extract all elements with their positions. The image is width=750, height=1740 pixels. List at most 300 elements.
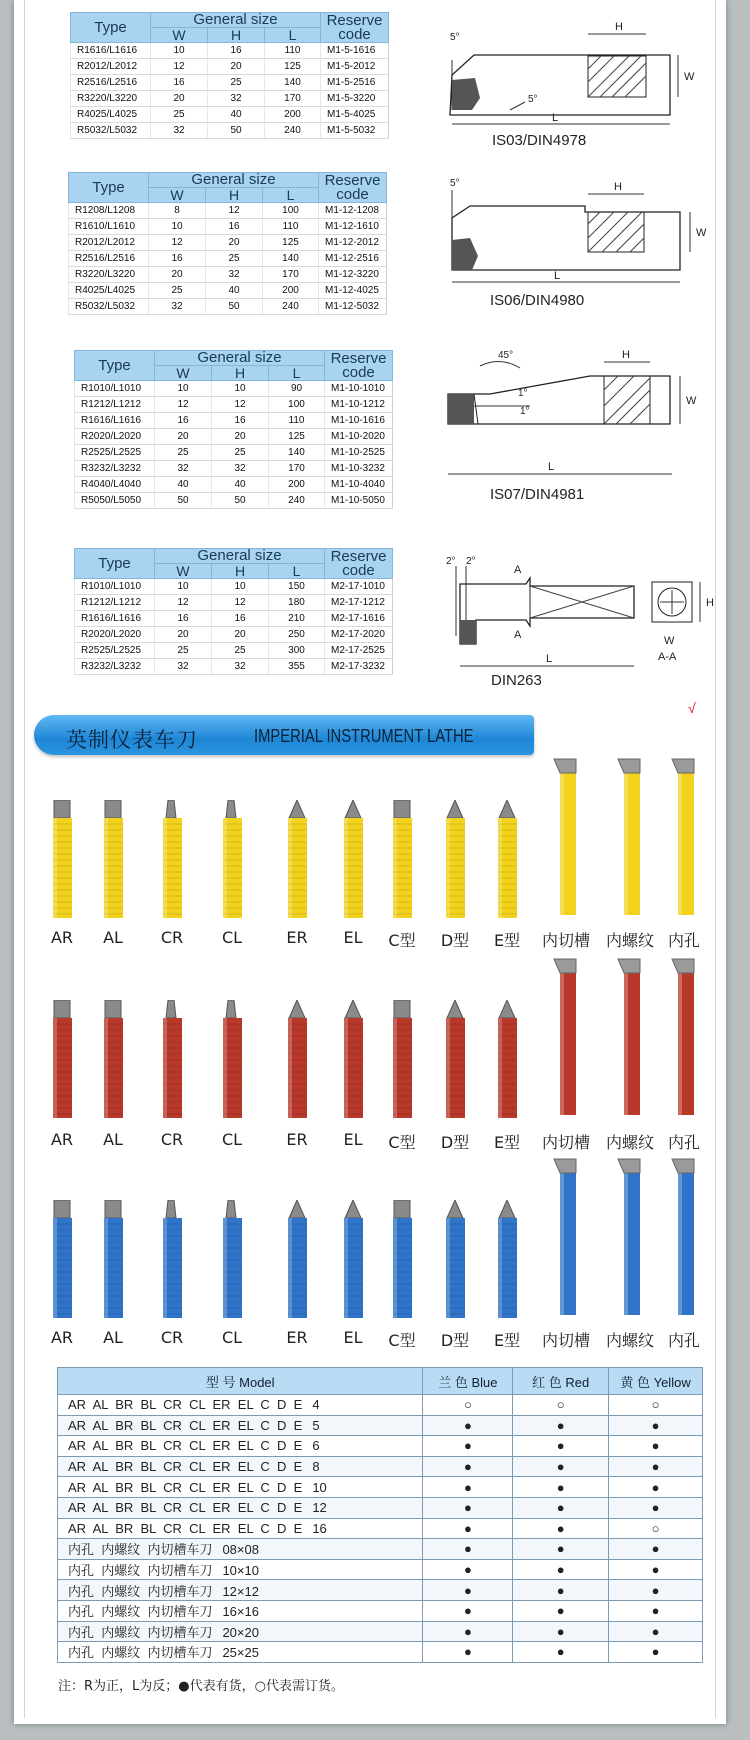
cell-w: 12 (149, 235, 206, 251)
diagram-title: IS07/DIN4981 (490, 486, 585, 503)
table-row (58, 1559, 703, 1580)
model-list: AR AL BR BL CR CL ER EL C D E (68, 1417, 303, 1433)
table-row (75, 477, 393, 493)
cell-w: 20 (155, 627, 212, 643)
table-row (71, 75, 389, 91)
table-row (75, 627, 393, 643)
cell-code: M2-17-1212 (325, 595, 393, 611)
dim-w-label: W (684, 71, 695, 83)
angle-label: 2° (446, 556, 456, 567)
column-header-h: H (212, 564, 269, 579)
table-row (75, 397, 393, 413)
cell-stock-red: ● (513, 1456, 609, 1477)
column-header-type: Type (75, 351, 155, 381)
cell-l: 240 (263, 299, 319, 315)
cell-h: 12 (212, 595, 269, 611)
model-list: 内孔 内螺纹 内切槽车刀 (68, 1542, 213, 1558)
model-size: 16×16 (222, 1604, 259, 1620)
cell-type: R1010/L1010 (75, 381, 155, 397)
model-list: 内孔 内螺纹 内切槽车刀 (68, 1604, 213, 1620)
cell-l: 140 (269, 445, 325, 461)
cell-h: 25 (208, 75, 265, 91)
cell-h: 32 (212, 461, 269, 477)
cell-code: M1-5-4025 (321, 107, 389, 123)
model-list: AR AL BR BL CR CL ER EL C D E (68, 1520, 303, 1536)
table-row (58, 1436, 703, 1457)
cell-type: R2012/L2012 (71, 59, 151, 75)
tool-yellow-1 (99, 800, 129, 925)
cell-stock-yellow: ○ (609, 1518, 703, 1539)
tool-red-10 (614, 955, 650, 1120)
column-header-h: H (212, 366, 269, 381)
tool-label: CR (160, 1328, 184, 1347)
diagram-is03 (440, 20, 700, 149)
cell-code: M1-12-4025 (319, 283, 387, 299)
cell-type: R1616/L1616 (71, 43, 151, 59)
angle-label: 5° (528, 94, 538, 105)
tool-yellow-6 (388, 800, 418, 925)
cell-stock-yellow: ● (609, 1559, 703, 1580)
cell-type: R4040/L4040 (75, 477, 155, 493)
tool-red-11 (668, 955, 704, 1120)
column-header-w: W (155, 564, 212, 579)
cell-model (58, 1436, 423, 1457)
cell-l: 240 (265, 123, 321, 139)
diagram-title: DIN263 (491, 672, 542, 689)
cell-h: 12 (206, 203, 263, 219)
model-list: AR AL BR BL CR CL ER EL C D E (68, 1479, 303, 1495)
cell-type: R1616/L1616 (75, 611, 155, 627)
dim-h-label: H (614, 181, 622, 193)
cell-type: R4025/L4025 (69, 283, 149, 299)
cell-stock-yellow: ● (609, 1456, 703, 1477)
tool-red-0 (48, 1000, 78, 1125)
cell-stock-yellow: ● (609, 1600, 703, 1621)
checkmark-icon: √ (688, 700, 696, 716)
cell-stock-yellow: ● (609, 1642, 703, 1663)
table-row (71, 91, 389, 107)
cell-l: 110 (265, 43, 321, 59)
column-header-reserve-code: Reserve code (325, 549, 393, 579)
cell-code: M2-17-3232 (325, 659, 393, 675)
cell-type: R3220/L3220 (69, 267, 149, 283)
tool-blue-2 (158, 1200, 188, 1325)
cell-stock-yellow: ● (609, 1621, 703, 1642)
dim-l-label: L (554, 270, 561, 282)
cell-model (58, 1600, 423, 1621)
cell-l: 250 (269, 627, 325, 643)
table-row (58, 1600, 703, 1621)
table-row (58, 1395, 703, 1416)
cell-model (58, 1395, 423, 1416)
table-row (69, 267, 387, 283)
angle-label: 5° (450, 178, 460, 189)
tool-red-9 (550, 955, 586, 1120)
column-header: 红 色 Red (513, 1368, 609, 1395)
cell-h: 32 (212, 659, 269, 675)
cell-stock-blue: ○ (423, 1395, 513, 1416)
cell-h: 20 (206, 235, 263, 251)
cell-w: 20 (155, 429, 212, 445)
model-size: 6 (312, 1438, 320, 1454)
dim-h-label: H (706, 597, 714, 609)
cell-h: 20 (212, 429, 269, 445)
tool-yellow-7 (441, 800, 471, 925)
cell-stock-blue: ● (423, 1497, 513, 1518)
cell-w: 25 (149, 283, 206, 299)
cell-h: 20 (208, 59, 265, 75)
cell-model (58, 1497, 423, 1518)
cell-l: 210 (269, 611, 325, 627)
column-header-l: L (265, 28, 321, 43)
cell-w: 16 (155, 611, 212, 627)
cell-w: 12 (155, 595, 212, 611)
tool-blue-8 (493, 1200, 523, 1325)
table-row (58, 1415, 703, 1436)
model-size: 4 (312, 1397, 320, 1413)
cell-w: 25 (155, 643, 212, 659)
cell-stock-blue: ● (423, 1477, 513, 1498)
cell-type: R2525/L2525 (75, 445, 155, 461)
tool-label: CL (221, 1130, 243, 1149)
cell-l: 355 (269, 659, 325, 675)
tool-label: AL (103, 1130, 123, 1149)
tool-yellow-4 (283, 800, 313, 925)
cell-stock-blue: ● (423, 1415, 513, 1436)
cell-model (58, 1580, 423, 1601)
tool-label: D型 (440, 1331, 470, 1350)
availability-table (57, 1367, 703, 1663)
cell-code: M1-10-3232 (325, 461, 393, 477)
cell-stock-red: ○ (513, 1395, 609, 1416)
cell-h: 50 (212, 493, 269, 509)
cell-h: 50 (206, 299, 263, 315)
tool-red-7 (441, 1000, 471, 1125)
table-row (58, 1642, 703, 1663)
cell-w: 10 (149, 219, 206, 235)
cell-h: 25 (212, 445, 269, 461)
cell-code: M2-17-2020 (325, 627, 393, 643)
model-size: 10 (312, 1479, 327, 1495)
tool-label: E型 (493, 1331, 521, 1350)
table-row (58, 1580, 703, 1601)
table-row (75, 429, 393, 445)
cell-type: R3232/L3232 (75, 461, 155, 477)
cell-code: M1-10-1212 (325, 397, 393, 413)
column-header-w: W (151, 28, 208, 43)
footnote: 注：R为正，L为反；●代表有货，○代表需订货。 (58, 1679, 344, 1694)
column-header-w: W (155, 366, 212, 381)
cell-w: 20 (151, 91, 208, 107)
cell-w: 12 (151, 59, 208, 75)
cell-h: 40 (208, 107, 265, 123)
cell-type: R1610/L1610 (69, 219, 149, 235)
model-list: AR AL BR BL CR CL ER EL C D E (68, 1438, 303, 1454)
tool-label: 内螺纹 (605, 931, 655, 950)
cell-h: 16 (208, 43, 265, 59)
cell-w: 32 (151, 123, 208, 139)
cell-l: 200 (269, 477, 325, 493)
tool-label: CR (160, 928, 184, 947)
table-row (69, 203, 387, 219)
cell-type: R3232/L3232 (75, 659, 155, 675)
dim-w-label: W (664, 635, 675, 647)
column-header-general-size: General size (155, 351, 325, 366)
column-header-type: Type (75, 549, 155, 579)
tool-label: 内切槽 (541, 1331, 591, 1350)
table-row (75, 413, 393, 429)
cell-code: M2-17-2525 (325, 643, 393, 659)
tool-label: CL (221, 1328, 243, 1347)
cell-model (58, 1477, 423, 1498)
tool-label: C型 (388, 1331, 416, 1350)
cell-type: R4025/L4025 (71, 107, 151, 123)
model-list: AR AL BR BL CR CL ER EL C D E (68, 1500, 303, 1516)
tool-label: D型 (440, 931, 470, 950)
angle-label: 1° (518, 388, 528, 399)
cell-type: R5032/L5032 (69, 299, 149, 315)
cell-stock-yellow: ● (609, 1415, 703, 1436)
cell-stock-blue: ● (423, 1539, 513, 1560)
table-row (58, 1539, 703, 1560)
cell-model (58, 1539, 423, 1560)
cell-l: 110 (269, 413, 325, 429)
cell-code: M1-12-5032 (319, 299, 387, 315)
dim-h-label: H (615, 21, 623, 33)
tool-red-5 (339, 1000, 369, 1125)
tool-blue-7 (441, 1200, 471, 1325)
cell-type: R2516/L2516 (69, 251, 149, 267)
dim-w-label: W (696, 227, 707, 239)
cell-model (58, 1415, 423, 1436)
cell-stock-blue: ● (423, 1456, 513, 1477)
cell-stock-red: ● (513, 1621, 609, 1642)
model-size: 20×20 (222, 1624, 259, 1640)
cell-stock-yellow: ● (609, 1436, 703, 1457)
spec-table (68, 172, 387, 315)
cell-l: 200 (265, 107, 321, 123)
cell-type: R5050/L5050 (75, 493, 155, 509)
cell-h: 16 (212, 413, 269, 429)
column-header-h: H (208, 28, 265, 43)
tool-label: 内螺纹 (605, 1331, 655, 1350)
tool-yellow-5 (339, 800, 369, 925)
cell-model (58, 1518, 423, 1539)
spec-table (74, 350, 393, 509)
model-size: 5 (312, 1417, 320, 1433)
tool-red-2 (158, 1000, 188, 1125)
tool-blue-10 (614, 1155, 650, 1320)
tool-label: CR (160, 1130, 184, 1149)
cell-type: R1212/L1212 (75, 595, 155, 611)
tool-red-1 (99, 1000, 129, 1125)
column-header-l: L (263, 188, 319, 203)
table-row (58, 1621, 703, 1642)
tool-yellow-8 (493, 800, 523, 925)
banner-title-en: IMPERIAL INSTRUMENT LATHE (254, 726, 474, 746)
tool-label: C型 (388, 931, 416, 950)
cell-stock-yellow: ● (609, 1580, 703, 1601)
column-header-type: Type (69, 173, 149, 203)
tool-blue-6 (388, 1200, 418, 1325)
column-header-general-size: General size (149, 173, 319, 188)
cell-l: 150 (269, 579, 325, 595)
tool-red-4 (283, 1000, 313, 1125)
table-row (58, 1477, 703, 1498)
cell-stock-yellow: ○ (609, 1395, 703, 1416)
cell-stock-blue: ● (423, 1436, 513, 1457)
cell-type: R1212/L1212 (75, 397, 155, 413)
cell-code: M1-12-1610 (319, 219, 387, 235)
tool-yellow-11 (668, 755, 704, 920)
table-row (75, 659, 393, 675)
diagram-is06 (440, 178, 710, 309)
cell-w: 20 (149, 267, 206, 283)
table-row (75, 461, 393, 477)
cell-l: 200 (263, 283, 319, 299)
diagram-title: IS06/DIN4980 (490, 292, 585, 309)
cell-h: 40 (212, 477, 269, 493)
column-header: 型 号 Model (58, 1368, 423, 1395)
model-list: 内孔 内螺纹 内切槽车刀 (68, 1563, 213, 1579)
tool-yellow-2 (158, 800, 188, 925)
cell-code: M2-17-1616 (325, 611, 393, 627)
table-row (75, 381, 393, 397)
cell-stock-yellow: ● (609, 1497, 703, 1518)
table-row (75, 611, 393, 627)
cell-l: 125 (265, 59, 321, 75)
tool-label: AR (50, 928, 74, 947)
spec-table (74, 548, 393, 675)
cell-stock-red: ● (513, 1477, 609, 1498)
column-header-general-size: General size (155, 549, 325, 564)
cell-l: 100 (269, 397, 325, 413)
table-row (75, 445, 393, 461)
cell-stock-red: ● (513, 1642, 609, 1663)
cell-code: M1-5-3220 (321, 91, 389, 107)
cell-h: 32 (206, 267, 263, 283)
cell-l: 300 (269, 643, 325, 659)
tool-blue-9 (550, 1155, 586, 1320)
table-row (69, 251, 387, 267)
angle-label: 45° (498, 350, 514, 361)
tool-yellow-9 (550, 755, 586, 920)
table-row (75, 579, 393, 595)
table-header-row (58, 1368, 703, 1395)
cell-l: 100 (263, 203, 319, 219)
cell-w: 8 (149, 203, 206, 219)
tool-label: C型 (388, 1133, 416, 1152)
spec-table (70, 12, 389, 139)
diagram-is07 (440, 346, 710, 503)
cell-type: R1208/L1208 (69, 203, 149, 219)
tool-label: AL (103, 1328, 123, 1347)
cell-type: R2012/L2012 (69, 235, 149, 251)
table-row (58, 1497, 703, 1518)
model-list: 内孔 内螺纹 内切槽车刀 (68, 1645, 213, 1661)
cell-w: 10 (155, 579, 212, 595)
tool-blue-5 (339, 1200, 369, 1325)
cell-w: 25 (151, 107, 208, 123)
tool-label: 内孔 (667, 1331, 701, 1350)
cell-stock-red: ● (513, 1600, 609, 1621)
tool-blue-11 (668, 1155, 704, 1320)
cell-l: 240 (269, 493, 325, 509)
column-header-reserve-code: Reserve code (325, 351, 393, 381)
cell-stock-red: ● (513, 1415, 609, 1436)
cell-w: 32 (155, 461, 212, 477)
cell-w: 25 (155, 445, 212, 461)
cell-h: 32 (208, 91, 265, 107)
section-a-label: A (514, 564, 522, 576)
table-row (75, 595, 393, 611)
column-header-h: H (206, 188, 263, 203)
cell-code: M1-10-2525 (325, 445, 393, 461)
column-header-reserve-code: Reserve code (321, 13, 389, 43)
column-header-type: Type (71, 13, 151, 43)
cell-l: 90 (269, 381, 325, 397)
cell-w: 32 (155, 659, 212, 675)
cell-h: 12 (212, 397, 269, 413)
cell-code: M1-10-4040 (325, 477, 393, 493)
cell-stock-red: ● (513, 1539, 609, 1560)
cell-stock-blue: ● (423, 1642, 513, 1663)
banner-title-cn: 英制仪表车刀 (66, 728, 198, 752)
table-row (71, 107, 389, 123)
cell-code: M1-5-2516 (321, 75, 389, 91)
cell-h: 10 (212, 381, 269, 397)
section-banner (34, 715, 534, 755)
cell-code: M1-12-2012 (319, 235, 387, 251)
tool-label: 内孔 (667, 1133, 701, 1152)
cell-w: 16 (149, 251, 206, 267)
angle-label: 2° (466, 556, 476, 567)
column-header-w: W (149, 188, 206, 203)
cell-h: 50 (208, 123, 265, 139)
section-label: A-A (658, 651, 677, 663)
cell-h: 40 (206, 283, 263, 299)
column-header: 黄 色 Yellow (609, 1368, 703, 1395)
tool-label: CL (221, 928, 243, 947)
cell-code: M1-10-1010 (325, 381, 393, 397)
cell-w: 12 (155, 397, 212, 413)
tool-label: D型 (440, 1133, 470, 1152)
tool-label: AR (50, 1328, 74, 1347)
cell-type: R2020/L2020 (75, 627, 155, 643)
cell-l: 110 (263, 219, 319, 235)
cell-code: M1-12-3220 (319, 267, 387, 283)
cell-w: 16 (151, 75, 208, 91)
angle-label: 5° (450, 32, 460, 43)
cell-l: 125 (263, 235, 319, 251)
tool-label: 内螺纹 (605, 1133, 655, 1152)
tool-yellow-3 (218, 800, 248, 925)
dim-l-label: L (548, 461, 555, 473)
tool-red-3 (218, 1000, 248, 1125)
cell-h: 16 (212, 611, 269, 627)
cell-code: M1-10-1616 (325, 413, 393, 429)
cell-h: 20 (212, 627, 269, 643)
dim-l-label: L (546, 653, 553, 665)
cell-stock-blue: ● (423, 1580, 513, 1601)
cell-w: 32 (149, 299, 206, 315)
dim-h-label: H (622, 349, 630, 361)
cell-type: R1010/L1010 (75, 579, 155, 595)
cell-code: M1-12-1208 (319, 203, 387, 219)
tool-blue-1 (99, 1200, 129, 1325)
model-list: AR AL BR BL CR CL ER EL C D E (68, 1459, 303, 1475)
table-row (69, 299, 387, 315)
